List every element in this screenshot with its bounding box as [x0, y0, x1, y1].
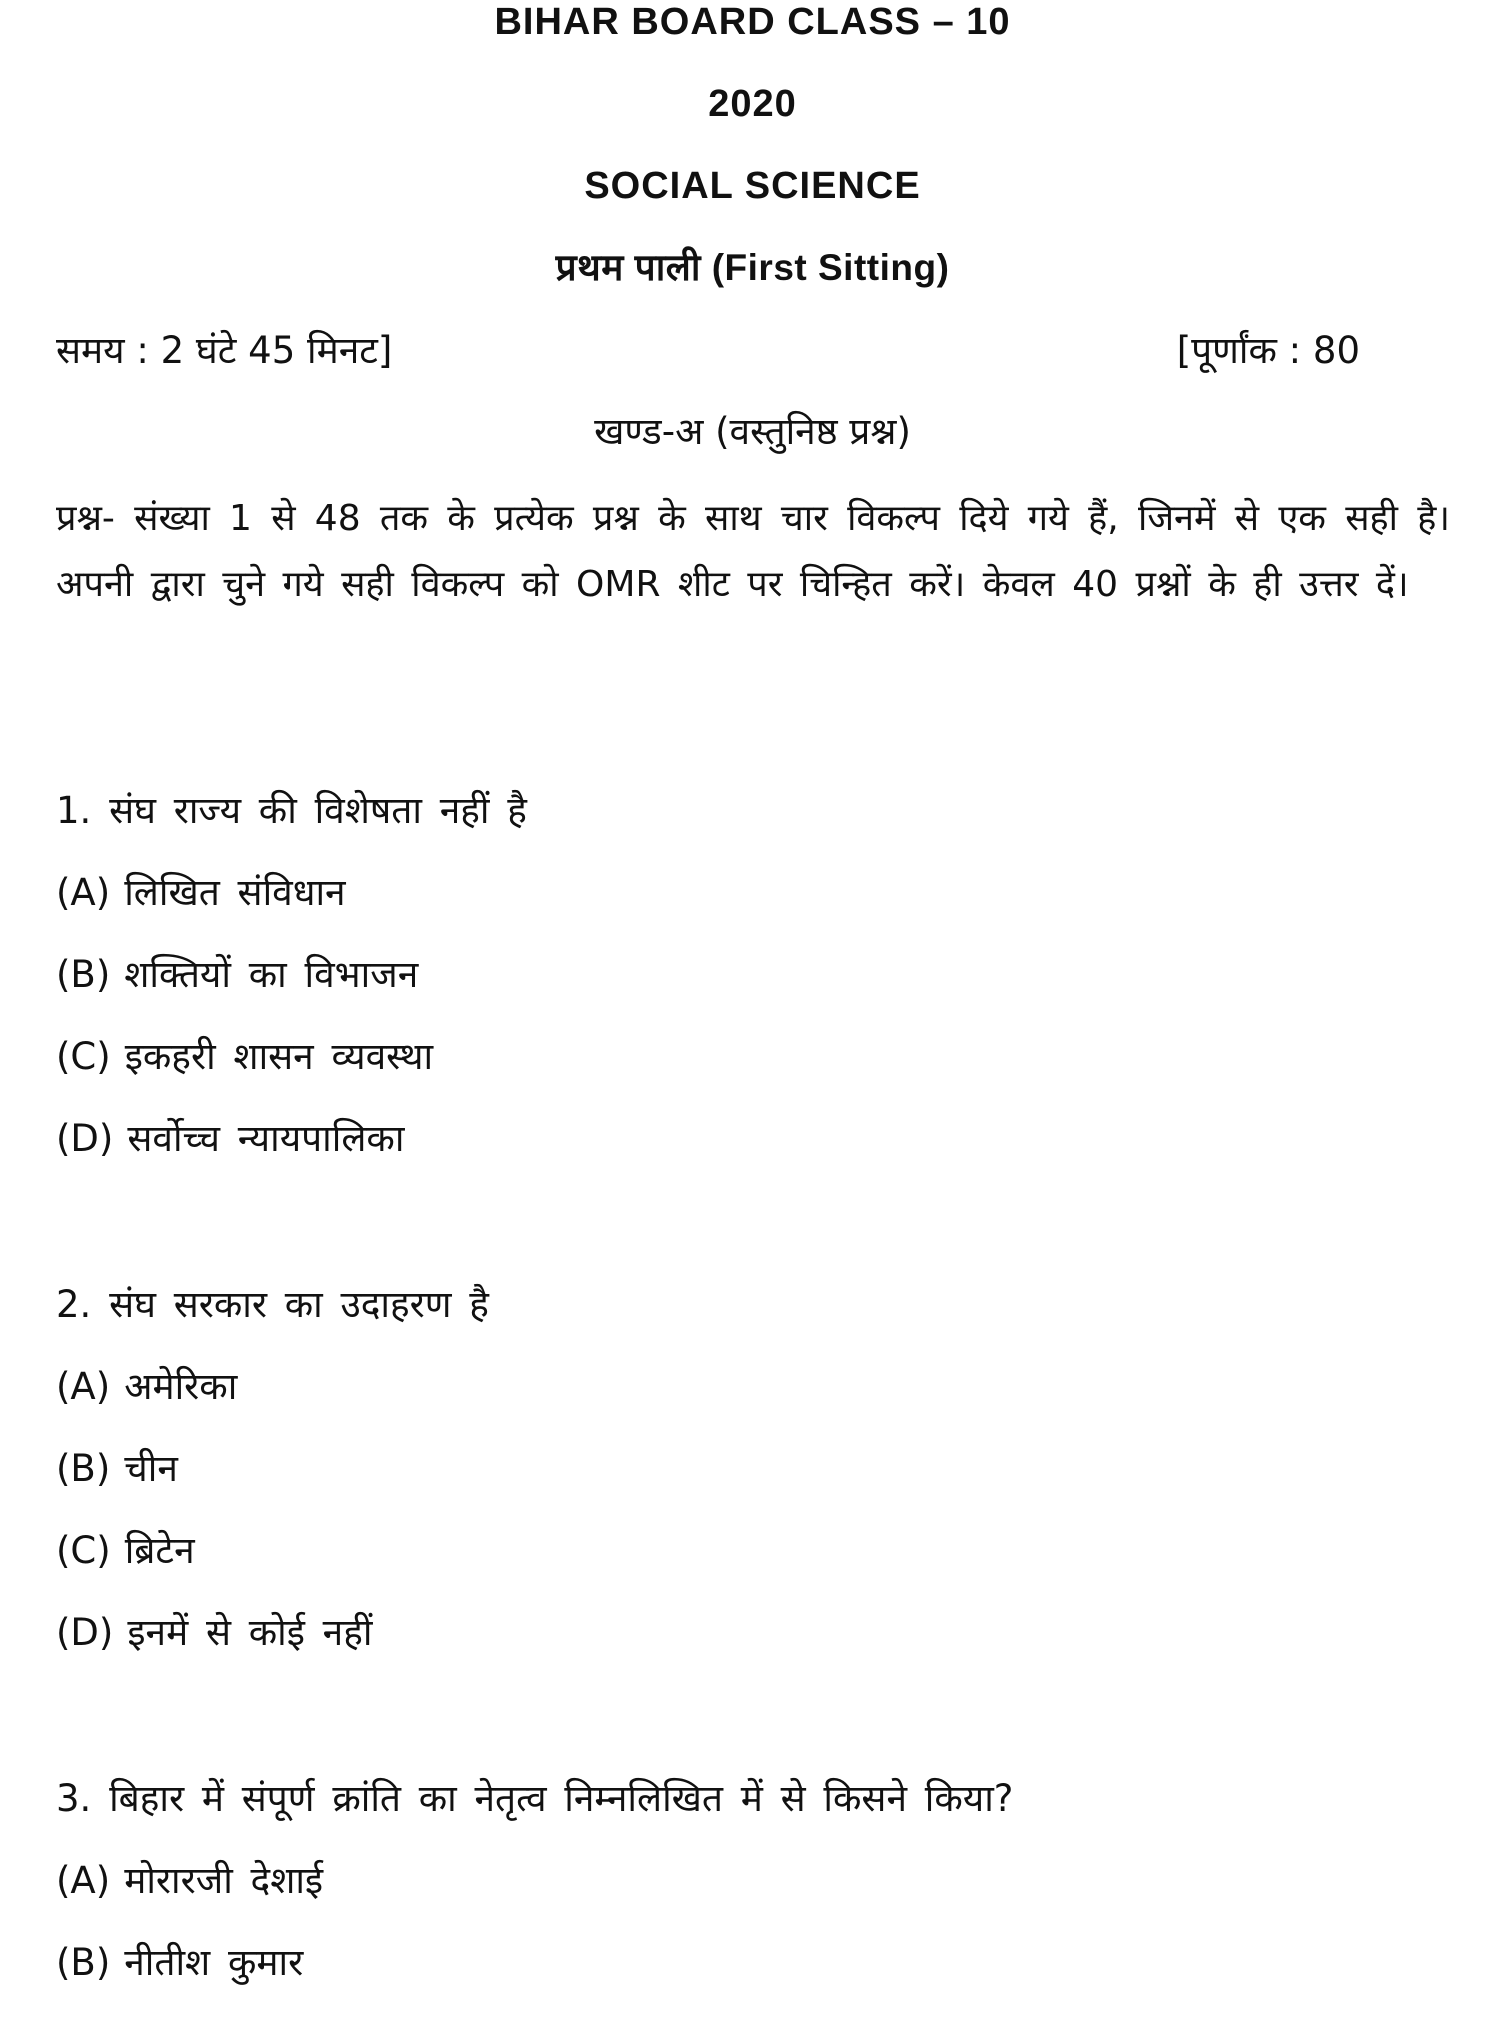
option-text: सर्वोच्च न्यायपालिका: [127, 1117, 405, 1160]
option-text: मोरारजी देशाई: [124, 1859, 324, 1902]
option-b: [56, 1428, 1446, 1510]
time-allowed: समय : 2 घंटे 45 मिनट]: [56, 329, 393, 372]
option-letter: (D): [56, 1611, 114, 1654]
option-c: [56, 1510, 1446, 1592]
option-letter: (B): [56, 1447, 111, 1490]
question-1: [56, 770, 1446, 1180]
option-c: [56, 1016, 1446, 1098]
option-letter: (A): [56, 871, 111, 914]
option-letter: (A): [56, 1859, 111, 1902]
question-text: 2. संघ सरकार का उदाहरण है: [56, 1283, 489, 1326]
option-b: [56, 1922, 1446, 2004]
question-3: [56, 1758, 1446, 2004]
subject-heading: SOCIAL SCIENCE: [584, 165, 921, 207]
exam-meta-row: [56, 326, 1360, 376]
option-text: लिखित संविधान: [124, 871, 346, 914]
board-heading: BIHAR BOARD CLASS – 10: [494, 1, 1011, 43]
option-letter: (B): [56, 953, 111, 996]
question-2: [56, 1264, 1446, 1674]
option-letter: (D): [56, 1117, 114, 1160]
section-title: खण्ड-अ (वस्तुनिष्ठ प्रश्न): [594, 410, 911, 453]
option-text: इकहरी शासन व्यवस्था: [124, 1035, 434, 1078]
option-text: ब्रिटेन: [124, 1529, 195, 1572]
option-letter: (C): [56, 1035, 111, 1078]
option-a: [56, 852, 1446, 934]
option-text: नीतीश कुमार: [124, 1941, 304, 1984]
exam-year: 2020: [708, 83, 797, 125]
sitting-heading: प्रथम पाली (First Sitting): [555, 247, 950, 288]
option-letter: (C): [56, 1529, 111, 1572]
option-d: [56, 1592, 1446, 1674]
option-d: [56, 1098, 1446, 1180]
option-text: चीन: [124, 1447, 178, 1490]
option-b: [56, 934, 1446, 1016]
option-text: अमेरिका: [124, 1365, 238, 1408]
full-marks: [पूर्णांक : 80: [1176, 329, 1360, 372]
question-text: 3. बिहार में संपूर्ण क्रांति का नेतृत्व निम्नलिखित में से किसने किया?: [56, 1777, 1014, 1820]
option-letter: (A): [56, 1365, 111, 1408]
option-a: [56, 1346, 1446, 1428]
instructions-paragraph: प्रश्न- संख्या 1 से 48 तक के प्रत्येक प्रश्न के साथ चार विकल्प दिये गये हैं, जिनमें से एक सही है। अपनी द्वारा चुने गये सही विकल्प को OMR शीट पर चिन्हित करें। केवल 40 प्रश्नों के ही उत्तर दें।: [56, 498, 1450, 605]
question-text: 1. संघ राज्य की विशेषता नहीं है: [56, 789, 527, 832]
option-letter: (B): [56, 1941, 111, 1984]
option-a: [56, 1840, 1446, 1922]
option-text: शक्तियों का विभाजन: [124, 953, 419, 996]
option-text: इनमें से कोई नहीं: [127, 1611, 373, 1654]
